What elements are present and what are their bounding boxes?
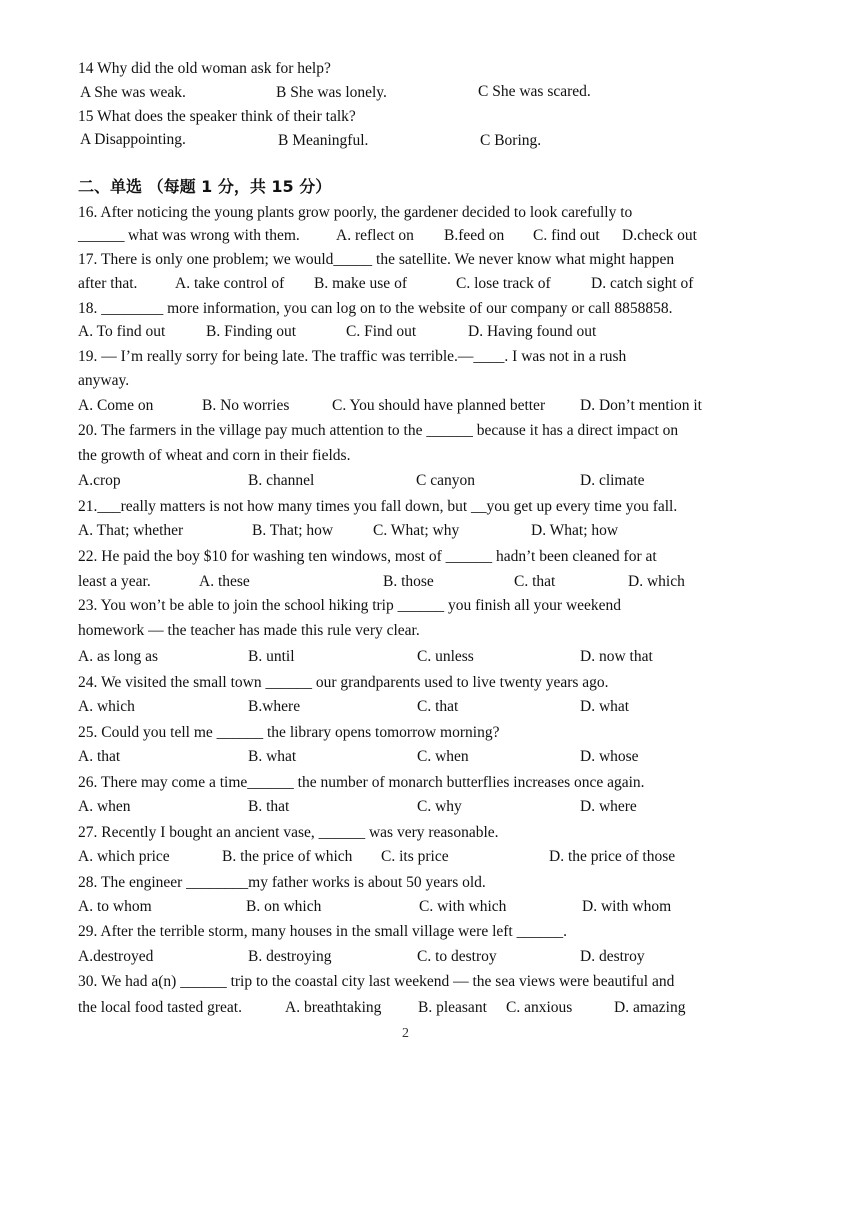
option-21a: A. That; whether (78, 522, 184, 539)
option-14c: C She was scared. (478, 83, 591, 100)
option-22c: C. that (514, 573, 556, 590)
question-30-line2: the local food tasted great. (78, 999, 242, 1016)
option-21c: C. What; why (373, 522, 460, 539)
option-21b: B. That; how (252, 522, 334, 539)
option-24c: C. that (417, 698, 459, 715)
option-21d: D. What; how (531, 522, 619, 539)
question-30-line1: 30. We had a(n) ______ trip to the coastal city last weekend — the sea views were beautiful and (78, 973, 675, 990)
section-heading: 二、单选 （每题 1 分，共 15 分） (78, 177, 332, 196)
question-28-line1: 28. The engineer ________my father works is about 50 years old. (78, 874, 486, 891)
option-25a: A. that (78, 748, 121, 765)
option-16c: C. find out (533, 227, 600, 244)
option-23b: B. until (248, 648, 295, 665)
question-16-line1: 16. After noticing the young plants grow poorly, the gardener decided to look carefully to (78, 204, 633, 221)
option-15b: B Meaningful. (278, 132, 369, 149)
question-19-line1: 19. — I’m really sorry for being late. The traffic was terrible.—____. I was not in a rush (78, 348, 627, 365)
option-23c: C. unless (417, 648, 474, 665)
option-30c: C. anxious (506, 999, 573, 1016)
option-30a: A. breathtaking (285, 999, 382, 1016)
option-29b: B. destroying (248, 948, 332, 965)
option-30b: B. pleasant (418, 999, 487, 1016)
option-24a: A. which (78, 698, 135, 715)
question-14: 14 Why did the old woman ask for help? (78, 60, 331, 77)
option-26c: C. why (417, 798, 462, 815)
option-15c: C Boring. (480, 132, 542, 149)
option-17d: D. catch sight of (591, 275, 694, 292)
option-20d: D. climate (580, 472, 645, 489)
option-25d: D. whose (580, 748, 639, 765)
option-17c: C. lose track of (456, 275, 551, 292)
option-23d: D. now that (580, 648, 653, 665)
question-24-line1: 24. We visited the small town ______ our grandparents used to live twenty years ago. (78, 674, 609, 691)
option-16b: B.feed on (444, 227, 505, 244)
option-30d: D. amazing (614, 999, 686, 1016)
question-26-line1: 26. There may come a time______ the number of monarch butterflies increases once again. (78, 774, 645, 791)
page-number: 2 (402, 1026, 409, 1041)
option-20b: B. channel (248, 472, 315, 489)
option-27b: B. the price of which (222, 848, 353, 865)
question-17-line2: after that. (78, 275, 138, 292)
option-20c: C canyon (416, 472, 475, 489)
option-22b: B. those (383, 573, 434, 590)
option-20a: A.crop (78, 472, 121, 489)
option-25b: B. what (248, 748, 297, 765)
option-19a: A. Come on (78, 397, 154, 414)
option-22a: A. these (199, 573, 250, 590)
question-25-line1: 25. Could you tell me ______ the library opens tomorrow morning? (78, 724, 500, 741)
option-25c: C. when (417, 748, 469, 765)
question-15: 15 What does the speaker think of their talk? (78, 108, 356, 125)
question-20-line2: the growth of wheat and corn in their fields. (78, 447, 351, 464)
question-22-line1: 22. He paid the boy $10 for washing ten windows, most of ______ hadn’t been cleaned for at (78, 548, 657, 565)
option-17a: A. take control of (175, 275, 285, 292)
option-27c: C. its price (381, 848, 449, 865)
option-29d: D. destroy (580, 948, 645, 965)
option-26a: A. when (78, 798, 131, 815)
question-18-line1: 18. ________ more information, you can log on to the website of our company or call 8858858. (78, 300, 673, 317)
option-17b: B. make use of (314, 275, 407, 292)
question-16-line2: what was wrong with them. (128, 227, 300, 244)
option-27a: A. which price (78, 848, 170, 865)
option-19d: D. Don’t mention it (580, 397, 702, 414)
option-28b: B. on which (246, 898, 322, 915)
option-19b: B. No worries (202, 397, 290, 414)
option-19c: C. You should have planned better (332, 397, 546, 414)
option-16d: D.check out (622, 227, 697, 244)
option-14b: B She was lonely. (276, 84, 387, 101)
question-29-line1: 29. After the terrible storm, many houses in the small village were left ______. (78, 923, 567, 940)
question-23-line2: homework — the teacher has made this rule very clear. (78, 622, 420, 639)
question-17-line1: 17. There is only one problem; we would_____ the satellite. We never know what might happen (78, 251, 675, 268)
option-24d: D. what (580, 698, 630, 715)
option-28d: D. with whom (582, 898, 672, 915)
option-14a: A She was weak. (80, 84, 186, 101)
question-22-line2: least a year. (78, 573, 151, 590)
option-29a: A.destroyed (78, 948, 154, 965)
question-20-line1: 20. The farmers in the village pay much attention to the ______ because it has a direct impact on (78, 422, 679, 439)
option-15a: A Disappointing. (80, 131, 186, 148)
option-29c: C. to destroy (417, 948, 497, 965)
option-23a: A. as long as (78, 648, 159, 665)
option-24b: B.where (248, 698, 301, 715)
question-27-line1: 27. Recently I bought an ancient vase, ______ was very reasonable. (78, 824, 499, 841)
option-28c: C. with which (419, 898, 507, 915)
option-16a: A. reflect on (336, 227, 414, 244)
option-26b: B. that (248, 798, 290, 815)
option-18c: C. Find out (346, 323, 417, 340)
option-18a: A. To find out (78, 323, 166, 340)
question-19-line2: anyway. (78, 372, 130, 389)
option-28a: A. to whom (78, 898, 152, 915)
option-26d: D. where (580, 798, 637, 815)
question-23-line1: 23. You won’t be able to join the school hiking trip ______ you finish all your weekend (78, 597, 622, 614)
question-16-blank: ______ (78, 227, 125, 244)
option-18d: D. Having found out (468, 323, 597, 340)
option-22d: D. which (628, 573, 685, 590)
question-21-line1: 21.___really matters is not how many times you fall down, but __you get up every time you fall. (78, 498, 678, 515)
option-27d: D. the price of those (549, 848, 676, 865)
option-18b: B. Finding out (206, 323, 297, 340)
